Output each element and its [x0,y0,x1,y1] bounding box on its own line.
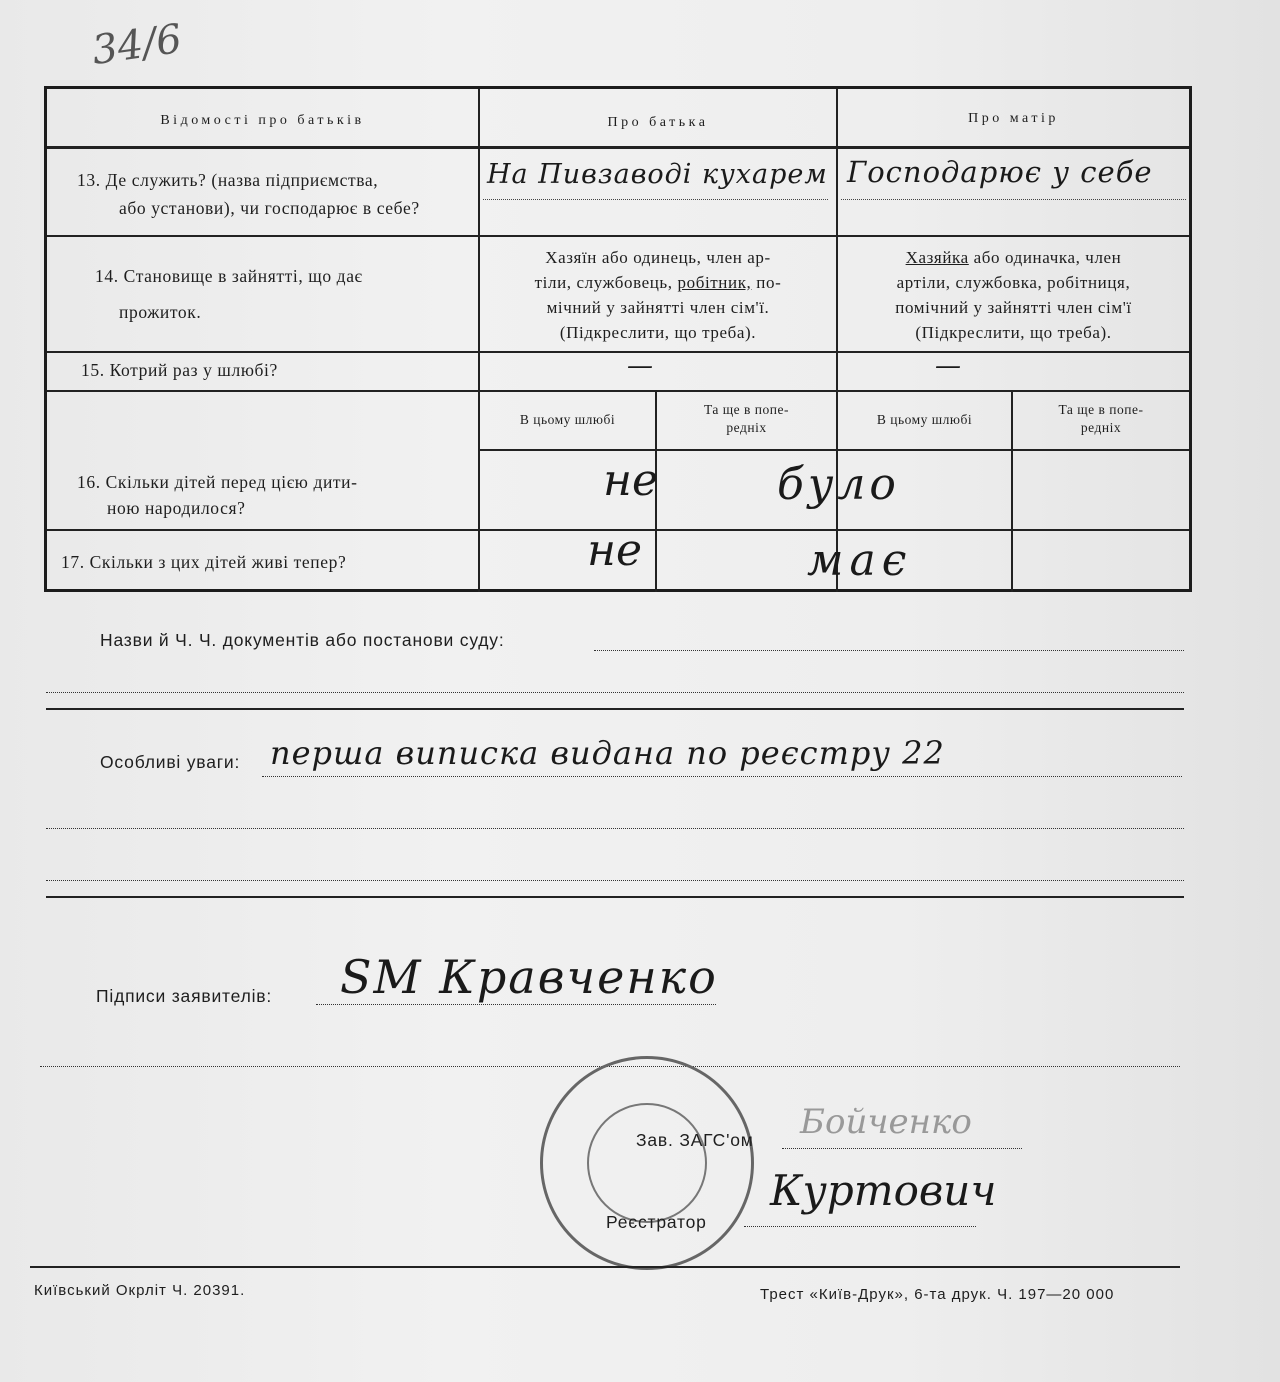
zags-head-dotted-line [782,1148,1022,1149]
signature-dotted-line [316,1004,716,1005]
q13-father-dotted-line [483,199,828,200]
applicant-signature: SM Кравченко [340,950,718,1004]
footer-separator [30,1266,1180,1268]
q13-father-answer: На Пивзаводі кухарем [487,159,828,190]
remarks-handwritten: перша виписка видана по реєстру 22 [270,734,945,772]
footer-right-imprint: Трест «Київ-Друк», 6-та друк. Ч. 197—20 000 [760,1286,1115,1303]
q13-mother-dotted-line [841,199,1186,200]
remarks-label: Особливі уваги: [100,752,241,772]
q15-mother-answer: — [935,351,961,381]
q16-handwritten-1: не [603,455,659,506]
remarks-dotted-line-2 [46,828,1184,829]
registrar-signature: Куртович [770,1166,997,1215]
documents-dotted-line [594,650,1184,651]
mother-this-marriage-header: В цьому шлюбі [876,412,973,427]
q14-line1: 14. Становище в зайнятті, що дає [95,266,363,286]
header-father: Про батька [607,115,709,130]
parents-info-table [44,86,1192,592]
q16-line2: ною народилося? [107,498,246,518]
q16-line1: 16. Скільки дітей перед цією дити- [77,472,358,492]
documents-label: Назви й Ч. Ч. документів або постанови суду: [100,630,505,650]
zags-head-signature: Бойченко [800,1102,972,1142]
q17-handwritten-1: не [587,525,643,576]
row-divider-15 [47,390,1189,392]
header-parents-info: Відомості про батьків [160,113,365,128]
q16-handwritten-2: було [777,459,900,510]
father-underlined-option: робітник, [677,273,752,292]
q13-mother-answer: Господарює у себе [847,155,1153,189]
separator-1 [46,708,1184,710]
official-seal [540,1056,754,1270]
header-divider [47,146,1189,149]
q13-line2: або установи), чи господарює в себе? [119,198,420,218]
zags-head-label: Зав. ЗАГС'ом [636,1130,754,1150]
footer-left-imprint: Київський Окрліт Ч. 20391. [34,1282,246,1299]
q17-handwritten-2: має [807,535,913,586]
father-previous-header: Та ще в попе- редніх [704,402,789,435]
remarks-dotted-line-3 [46,880,1184,881]
mother-underlined-option: Хазяйка [905,248,969,267]
mother-previous-header: Та ще в попе- редніх [1058,402,1144,435]
row-divider-13 [47,235,1189,237]
q13-line1: 13. Де служить? (назва підприємства, [77,170,379,190]
q15-text: 15. Котрий раз у шлюбі? [81,360,278,380]
remarks-dotted-line [262,776,1182,777]
q15-father-answer: — [627,351,653,381]
header-mother: Про матір [968,111,1059,126]
separator-2 [46,896,1184,898]
q14-line2: прожиток. [119,302,202,322]
documents-dotted-line-2 [46,692,1184,693]
q17-text: 17. Скільки з цих дітей живі тепер? [61,552,347,572]
row-divider-14 [47,351,1189,353]
registrar-label: Реєстратор [606,1212,707,1232]
signatures-label: Підписи заявителів: [96,986,273,1006]
registrar-dotted-line [744,1226,976,1227]
subheader-divider-16 [478,449,1189,451]
q14-mother-options: Хазяйка або одиначка, член артіли, службовка, робітниця, помічний у зайнятті член сім'ї (Підкреслити, що треба). [895,248,1132,342]
father-this-marriage-header: В цьому шлюбі [519,412,616,427]
q14-father-options: Хазяїн або одинець, член ар- тіли, службовець, робітник, по- мічний у зайнятті член сім'ї. (Підкреслити, що треба). [534,248,782,342]
archive-number: 34/6 [89,15,185,75]
